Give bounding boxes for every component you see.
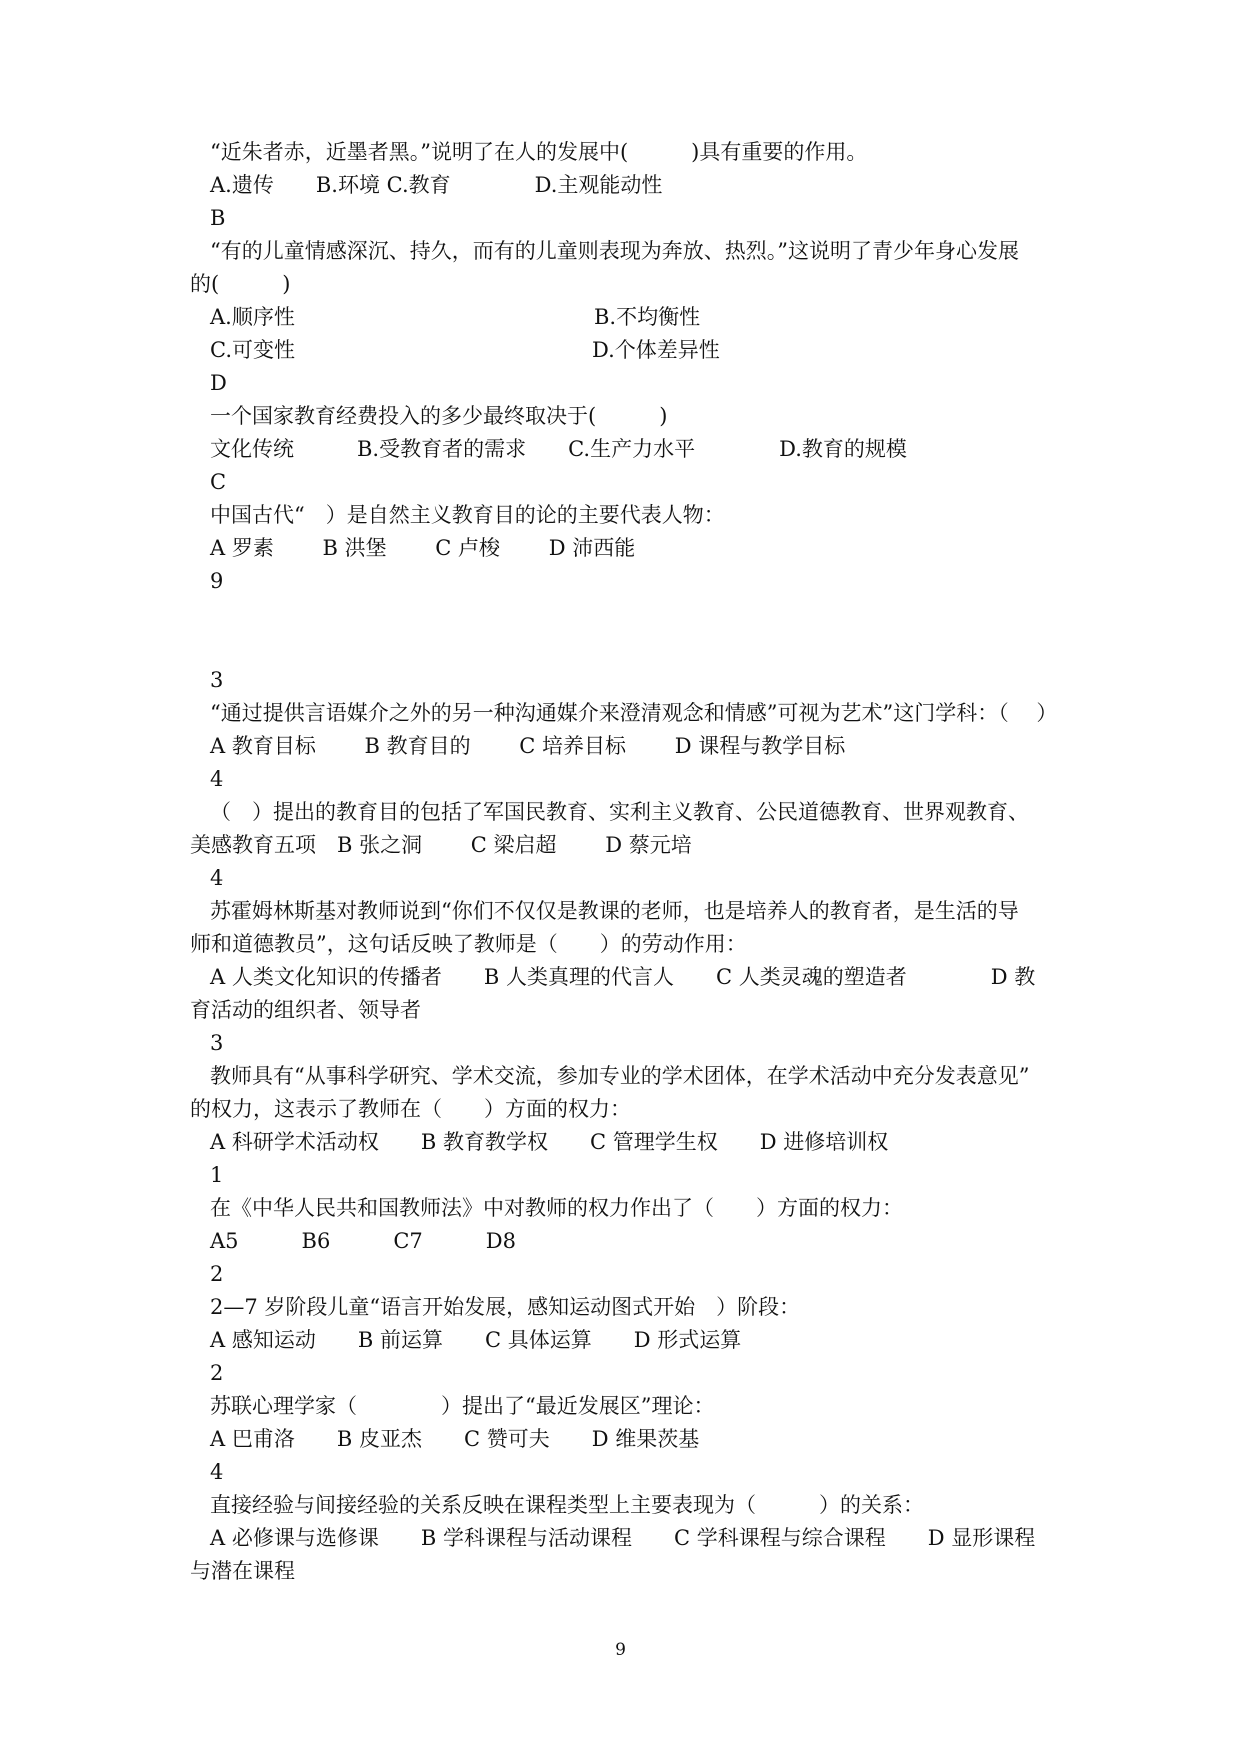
text-line: 2 <box>210 1262 224 1286</box>
text-line: C <box>210 470 227 494</box>
text-line: A5 B6 C7 D8 <box>210 1229 516 1253</box>
text-line: 2—7 岁阶段儿童“语言开始发展，感知运动图式开始 ）阶段： <box>210 1295 801 1319</box>
text-line: A 人类文化知识的传播者 B 人类真理的代言人 C 人类灵魂的塑造者 D 教 <box>210 965 1036 989</box>
text-line: A 罗素 B 洪堡 C 卢梭 D 沛西能 <box>210 536 636 560</box>
text-line: 直接经验与间接经验的关系反映在课程类型上主要表现为（ ）的关系： <box>210 1493 924 1517</box>
text-line: A 巴甫洛 B 皮亚杰 C 赞可夫 D 维果茨基 <box>210 1427 700 1451</box>
text-line: 3 <box>210 1031 224 1055</box>
text-line: B.不均衡性 <box>594 305 701 329</box>
text-line: A 感知运动 B 前运算 C 具体运算 D 形式运算 <box>210 1328 742 1352</box>
text-line: 育活动的组织者、领导者 <box>190 998 421 1022</box>
text-line: A 科研学术活动权 B 教育教学权 C 管理学生权 D 进修培训权 <box>210 1130 889 1154</box>
text-line: 4 <box>210 866 224 890</box>
text-line: “有的儿童情感深沉、持久，而有的儿童则表现为奔放、热烈。”这说明了青少年身心发展 <box>210 239 1019 263</box>
text-line: （ ）提出的教育目的包括了军国民教育、实利主义教育、公民道德教育、世界观教育、 <box>210 800 1029 824</box>
text-line: 的( ) <box>190 272 291 296</box>
text-line: 中国古代“ ）是自然主义教育目的论的主要代表人物： <box>210 503 725 527</box>
text-line: 4 <box>210 767 224 791</box>
text-line: 一个国家教育经费投入的多少最终取决于( ) <box>210 404 668 428</box>
text-line: 教师具有“从事科学研究、学术交流，参加专业的学术团体，在学术活动中充分发表意见” <box>210 1064 1030 1088</box>
text-line: “近朱者赤，近墨者黑。”说明了在人的发展中( )具有重要的作用。 <box>210 140 868 164</box>
text-line: 文化传统 B.受教育者的需求 C.生产力水平 D.教育的规模 <box>210 437 907 461</box>
text-line: 在《中华人民共和国教师法》中对教师的权力作出了（ ）方面的权力： <box>210 1196 903 1220</box>
text-line: 4 <box>210 1460 224 1484</box>
page-number: 9 <box>615 1640 626 1660</box>
text-line: B <box>210 206 226 230</box>
text-line: 3 <box>210 668 224 692</box>
text-line: 苏联心理学家（ ）提出了“最近发展区”理论： <box>210 1394 715 1418</box>
text-line: 苏霍姆林斯基对教师说到“你们不仅仅是教课的老师，也是培养人的教育者，是生活的导 <box>210 899 1019 923</box>
text-line: A.顺序性 <box>210 305 295 329</box>
text-line: D <box>210 371 227 395</box>
text-line: A 教育目标 B 教育目的 C 培养目标 D 课程与教学目标 <box>210 734 846 758</box>
text-line: 与潜在课程 <box>190 1559 295 1583</box>
text-line: 2 <box>210 1361 224 1385</box>
text-line: 美感教育五项 B 张之洞 C 梁启超 D 蔡元培 <box>190 833 692 857</box>
text-line: D.个体差异性 <box>592 338 720 362</box>
text-line: 的权力，这表示了教师在（ ）方面的权力： <box>190 1097 631 1121</box>
text-line: 师和道德教员”，这句话反映了教师是（ ）的劳动作用： <box>190 932 747 956</box>
text-line: 9 <box>210 569 224 593</box>
text-line: C.可变性 <box>210 338 295 362</box>
text-line: 1 <box>210 1163 224 1187</box>
text-line: “通过提供言语媒介之外的另一种沟通媒介来澄清观念和情感”可视为艺术”这门学科：（ ） <box>210 701 1058 725</box>
text-line: A.遗传 B.环境 C.教育 D.主观能动性 <box>210 173 663 197</box>
text-line: A 必修课与选修课 B 学科课程与活动课程 C 学科课程与综合课程 D 显形课程 <box>210 1526 1036 1550</box>
